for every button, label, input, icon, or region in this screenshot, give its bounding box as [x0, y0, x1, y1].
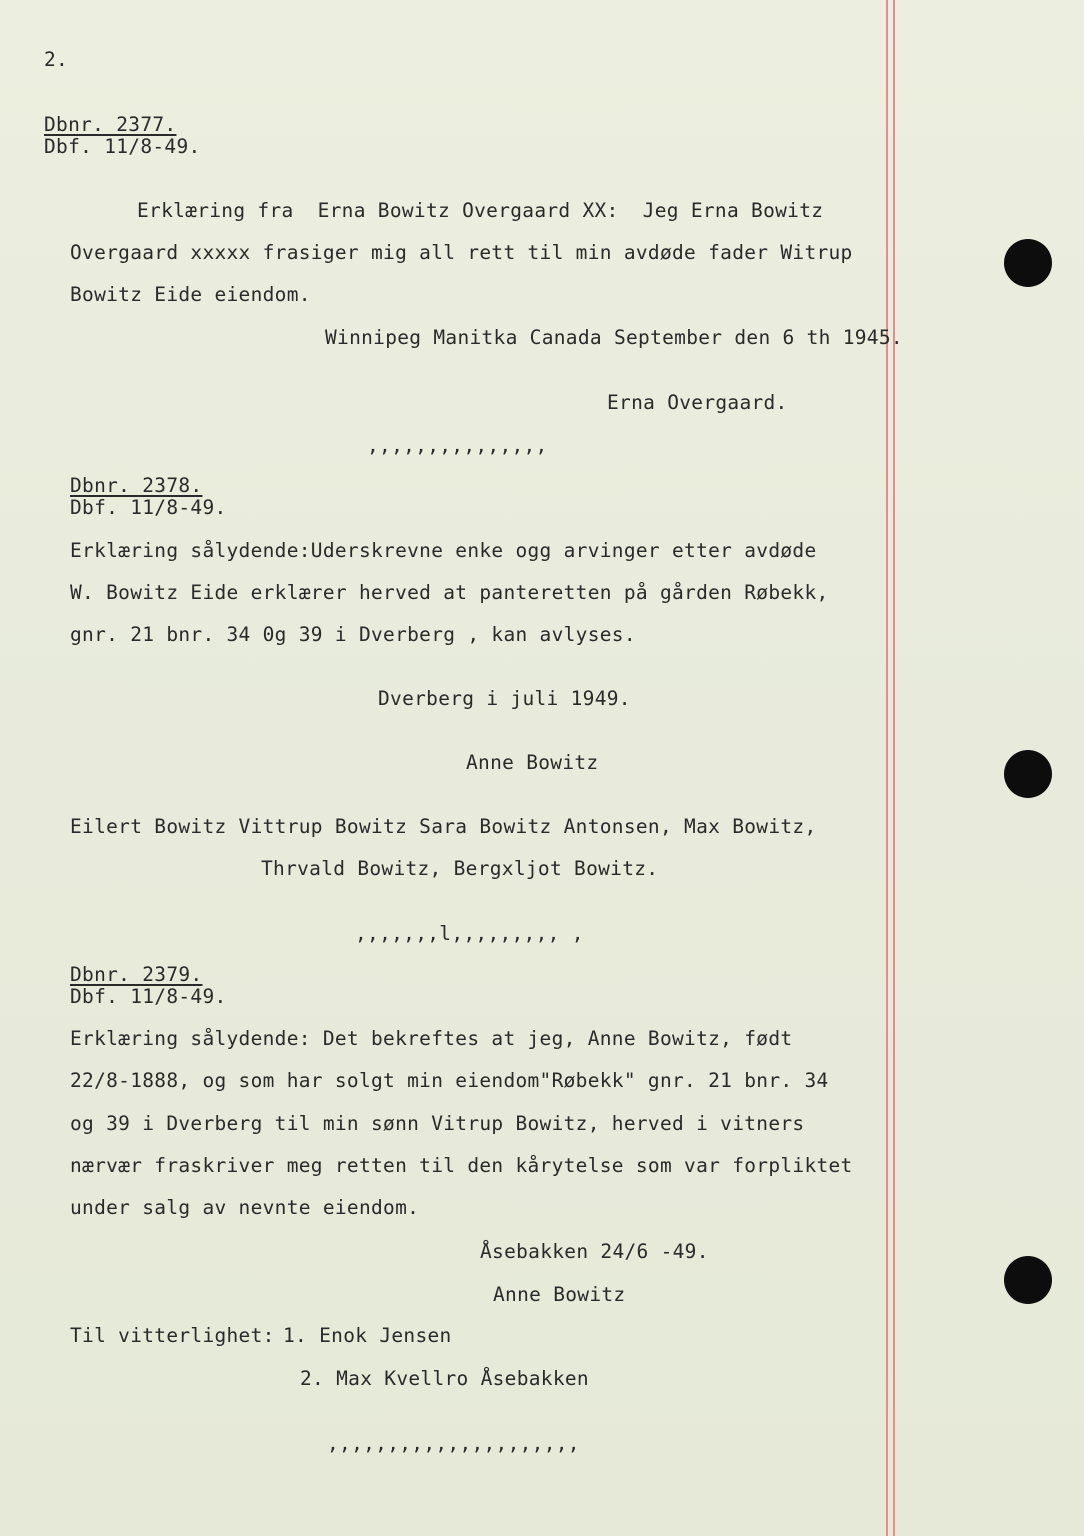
punch-hole	[1004, 239, 1052, 287]
entry-body-line: nærvær fraskriver meg retten til den kårytelse som var forpliktet	[70, 1154, 853, 1177]
entry-signers-line: Eilert Bowitz Vittrup Bowitz Sara Bowitz Antonsen, Max Bowitz,	[70, 815, 817, 838]
entry-signature: Anne Bowitz	[466, 751, 599, 774]
entry-signature: Anne Bowitz	[493, 1283, 626, 1306]
entry-body-line: Bowitz Eide eiendom.	[70, 283, 311, 306]
punch-hole	[1004, 1256, 1052, 1304]
margin-line	[893, 0, 895, 1536]
entry-body-line: og 39 i Dverberg til min sønn Vitrup Bowitz, herved i vitners	[70, 1112, 805, 1135]
entry-dbnr: Dbnr. 2377.	[44, 113, 177, 136]
entry-body-line: Erklæring fra Erna Bowitz Overgaard XX: Jeg Erna Bowitz	[137, 199, 824, 222]
entry-signature: Erna Overgaard.	[607, 391, 788, 414]
margin-line	[886, 0, 888, 1536]
entry-body-line: Erklæring sålydende:Uderskrevne enke ogg arvinger etter avdøde	[70, 539, 817, 562]
entry-body-line: Erklæring sålydende: Det bekreftes at jeg, Anne Bowitz, født	[70, 1027, 793, 1050]
entry-dbnr: Dbnr. 2378.	[70, 474, 203, 497]
entry-place-date: Åsebakken 24/6 -49.	[480, 1240, 709, 1263]
entry-dbnr: Dbnr. 2379.	[70, 963, 203, 986]
entry-body-line: W. Bowitz Eide erklærer herved at panteretten på gården Røbekk,	[70, 581, 829, 604]
witness-line: 1. Enok Jensen	[283, 1324, 452, 1347]
entry-body-line: Overgaard xxxxx frasiger mig all rett til min avdøde fader Witrup	[70, 241, 853, 264]
entry-separator: ,,,,,,,l,,,,,,,,, ,	[355, 922, 584, 945]
witness-label: Til vitterlighet:	[70, 1324, 275, 1347]
entry-dbf: Dbf. 11/8-49.	[44, 135, 201, 158]
entry-dbf: Dbf. 11/8-49.	[70, 985, 227, 1008]
entry-body-line: gnr. 21 bnr. 34 0g 39 i Dverberg , kan avlyses.	[70, 623, 636, 646]
entry-place-date: Winnipeg Manitka Canada September den 6 th 1945.	[325, 326, 903, 349]
punch-hole	[1004, 750, 1052, 798]
entry-place-date: Dverberg i juli 1949.	[378, 687, 631, 710]
entry-separator: ,,,,,,,,,,,,,,,,,,,,,	[327, 1432, 580, 1455]
entry-dbf: Dbf. 11/8-49.	[70, 496, 227, 519]
entry-separator: ,,,,,,,,,,,,,,,	[367, 434, 548, 457]
entry-body-line: 22/8-1888, og som har solgt min eiendom"Røbekk" gnr. 21 bnr. 34	[70, 1069, 829, 1092]
witness-line: 2. Max Kvellro Åsebakken	[300, 1367, 589, 1390]
entry-body-line: under salg av nevnte eiendom.	[70, 1196, 420, 1219]
entry-signers-line: Thrvald Bowitz, Bergxljot Bowitz.	[261, 857, 659, 880]
page-number: 2.	[44, 48, 69, 71]
